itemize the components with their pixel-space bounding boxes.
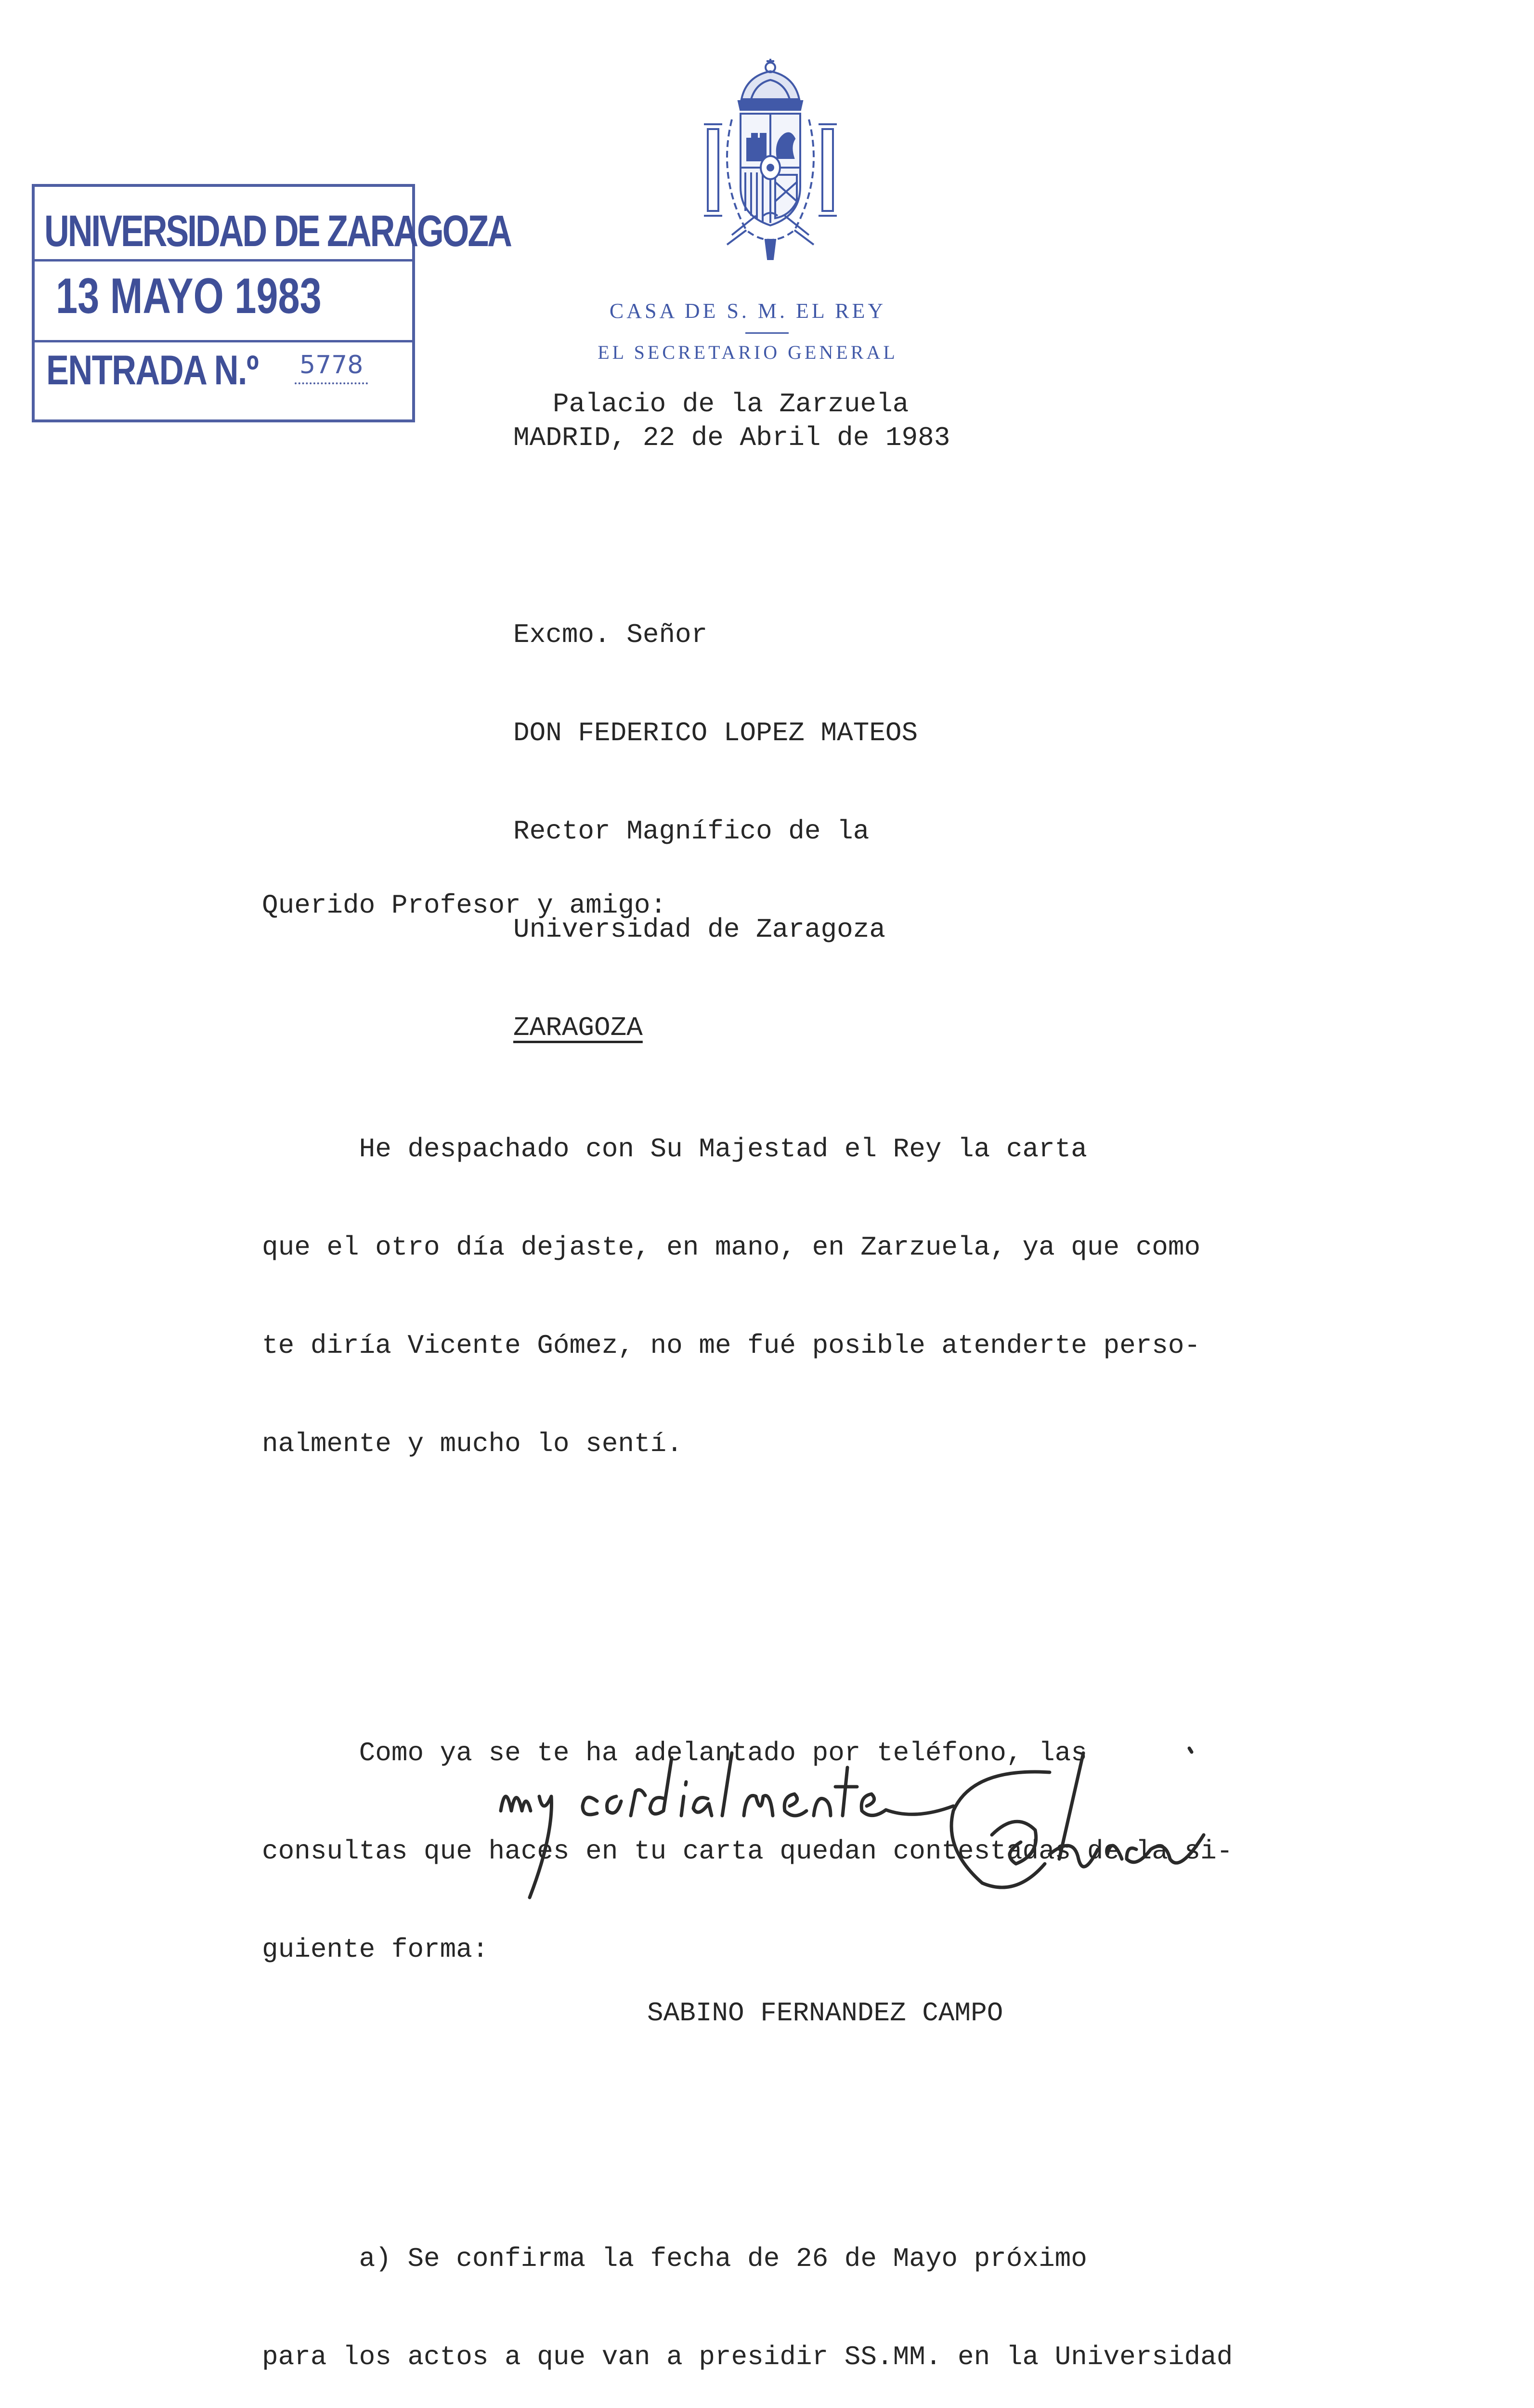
body-line: guiente forma: (262, 1934, 489, 1965)
letter-dateline: MADRID, 22 de Abril de 1983 (513, 422, 950, 453)
royal-coat-of-arms-icon (689, 57, 852, 269)
body-line: para los actos a que van a presidir SS.MM. en la Universidad (262, 2342, 1233, 2372)
body-line: que el otro día dejaste, en mano, en Zarzuela, ya que como (262, 1232, 1201, 1263)
body-line: Como ya se te ha adelantado por teléfono, las (262, 1738, 1087, 1768)
body-line: a) Se confirma la fecha de 26 de Mayo próximo (262, 2243, 1087, 2274)
stamp-entry-label: ENTRADA N.º (46, 347, 258, 393)
letter-place: Palacio de la Zarzuela (553, 389, 909, 419)
stamp-institution: UNIVERSIDAD DE ZARAGOZA (44, 207, 511, 256)
stamp-divider (33, 259, 414, 262)
received-stamp (32, 184, 511, 422)
letter-body (262, 824, 1475, 2408)
letterhead-secretary: EL SECRETARIO GENERAL (598, 341, 898, 363)
body-line: te diría Vicente Gómez, no me fué posible atenderte perso- (262, 1330, 1201, 1361)
body-line: consultas que haces en tu carta quedan contestadas de la si- (262, 1836, 1233, 1867)
addressee-line: Rector Magnífico de la (513, 816, 870, 847)
paragraph (262, 2177, 1475, 2408)
addressee-line: DON FEDERICO LOPEZ MATEOS (513, 718, 918, 748)
letterhead-divider (745, 332, 789, 334)
body-line: He despachado con Su Majestad el Rey la carta (262, 1134, 1087, 1165)
stamp-divider (33, 340, 414, 342)
letterhead-house: CASA DE S. M. EL REY (609, 299, 886, 323)
salutation: Querido Profesor y amigo: (262, 890, 667, 921)
addressee-city: ZARAGOZA (513, 1012, 643, 1043)
addressee-line: Excmo. Señor (513, 619, 708, 650)
body-line: nalmente y mucho lo sentí. (262, 1428, 683, 1459)
handwritten-signature (481, 1739, 1348, 1955)
addressee-line: Universidad de Zaragoza (513, 914, 885, 945)
stamp-entry-number: 5778 (295, 351, 368, 384)
stamp-date: 13 MAYO 1983 (56, 268, 322, 324)
signer-name: SABINO FERNANDEZ CAMPO (647, 1998, 1003, 2028)
paragraph (262, 1067, 1475, 1526)
